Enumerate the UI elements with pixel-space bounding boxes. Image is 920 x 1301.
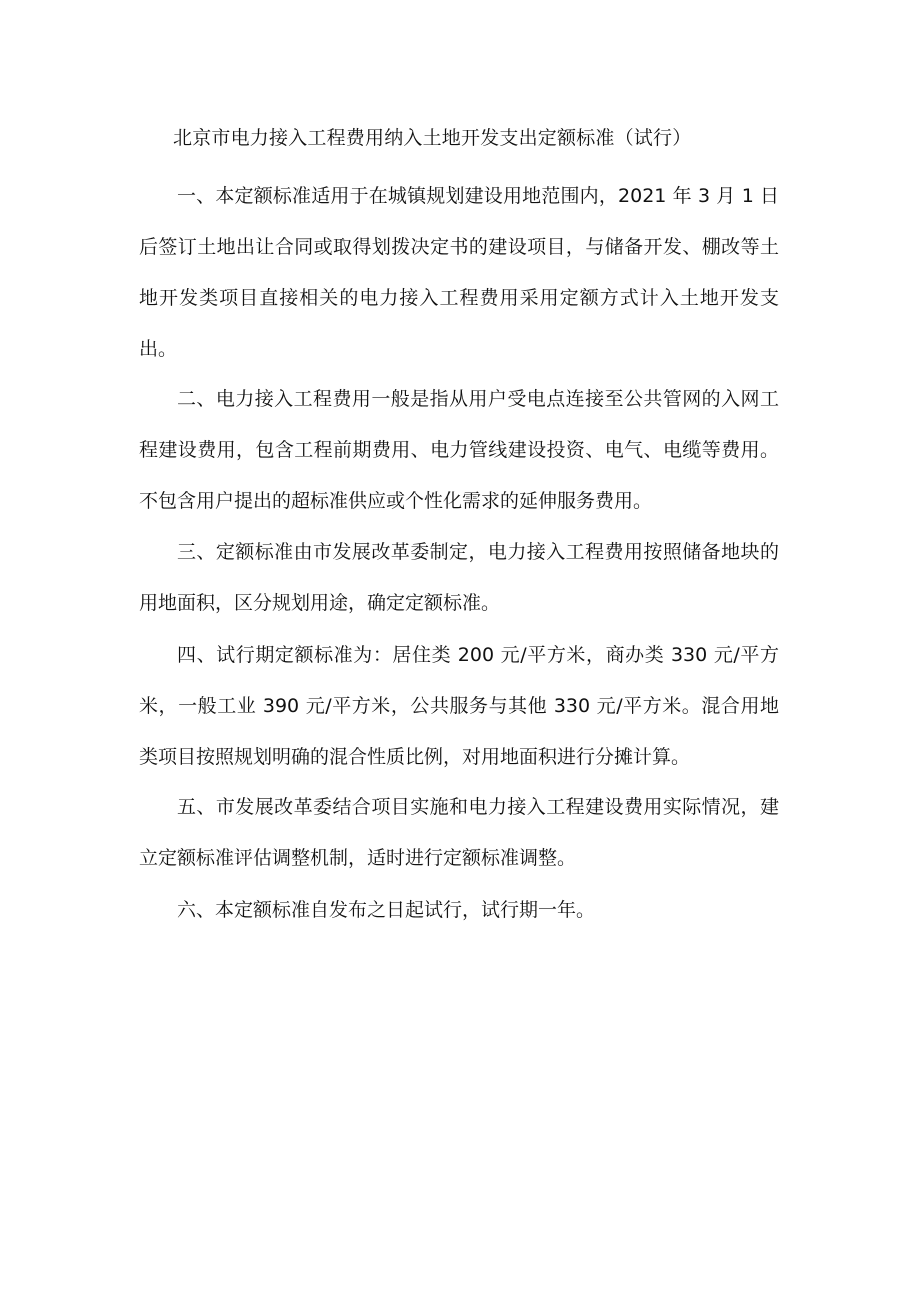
paragraph-5: 五、市发展改革委结合项目实施和电力接入工程建设费用实际情况，建立定额标准评估调整机制，适时进行定额标准调整。 bbox=[139, 796, 779, 869]
document-title: 北京市电力接入工程费用纳入土地开发支出定额标准（试行） bbox=[173, 127, 692, 149]
paragraph-4: 四、试行期定额标准为：居住类 200 元/平方米，商办类 330 元/平方米，一般工业 390 元/平方米，公共服务与其他 330 元/平方米。混合用地类项目按照规划明确的混合性质比例，对用地面积进行分摊计算。 bbox=[139, 644, 779, 768]
paragraph-6: 六、本定额标准自发布之日起试行，试行期一年。 bbox=[177, 899, 596, 921]
paragraph-1: 一、本定额标准适用于在城镇规划建设用地范围内，2021 年 3 月 1 日后签订土地出让合同或取得划拨决定书的建设项目，与储备开发、棚改等土地开发类项目直接相关的电力接入工程费用采用定额方式计入土地开发支出。 bbox=[139, 185, 779, 360]
paragraph-2: 二、电力接入工程费用一般是指从用户受电点连接至公共管网的入网工程建设费用，包含工程前期费用、电力管线建设投资、电气、电缆等费用。不包含用户提出的超标准供应或个性化需求的延伸服务费用。 bbox=[139, 388, 779, 512]
paragraph-3: 三、定额标准由市发展改革委制定，电力接入工程费用按照储备地块的用地面积，区分规划用途，确定定额标准。 bbox=[139, 541, 779, 614]
